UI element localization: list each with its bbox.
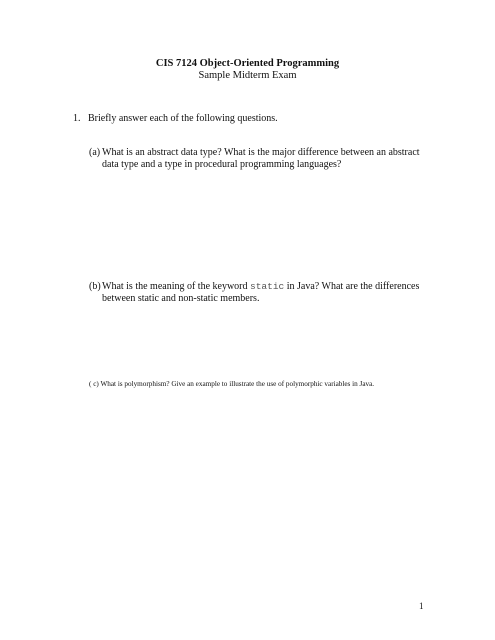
exam-subtitle: Sample Midterm Exam	[198, 70, 297, 81]
question-1a-label: (a)	[89, 147, 101, 158]
question-1b-text	[102, 281, 422, 304]
question-1-text: Briefly answer each of the following questions.	[88, 113, 278, 124]
keyword-static: static	[250, 281, 285, 292]
page-number: 1	[419, 601, 424, 611]
question-1b-text-end: in Java? What are the differences between static and non-static members.	[102, 281, 420, 304]
question-1c	[89, 380, 374, 389]
question-1	[73, 113, 278, 125]
question-1a-text: What is an abstract data type? What is the major difference between an abstract data type and a type in procedural programming languages?	[102, 147, 420, 170]
question-1b-text-start: What is the meaning of the keyword	[102, 281, 251, 292]
exam-title: CIS 7124 Object-Oriented Programming	[155, 58, 340, 69]
question-1c-label: ( c)	[89, 380, 99, 388]
question-1b-label: (b)	[89, 281, 101, 292]
question-1-number: 1.	[73, 113, 81, 124]
question-1c-text: What is polymorphism? Give an example to illustrate the use of polymorphic variables in Java.	[100, 380, 375, 388]
